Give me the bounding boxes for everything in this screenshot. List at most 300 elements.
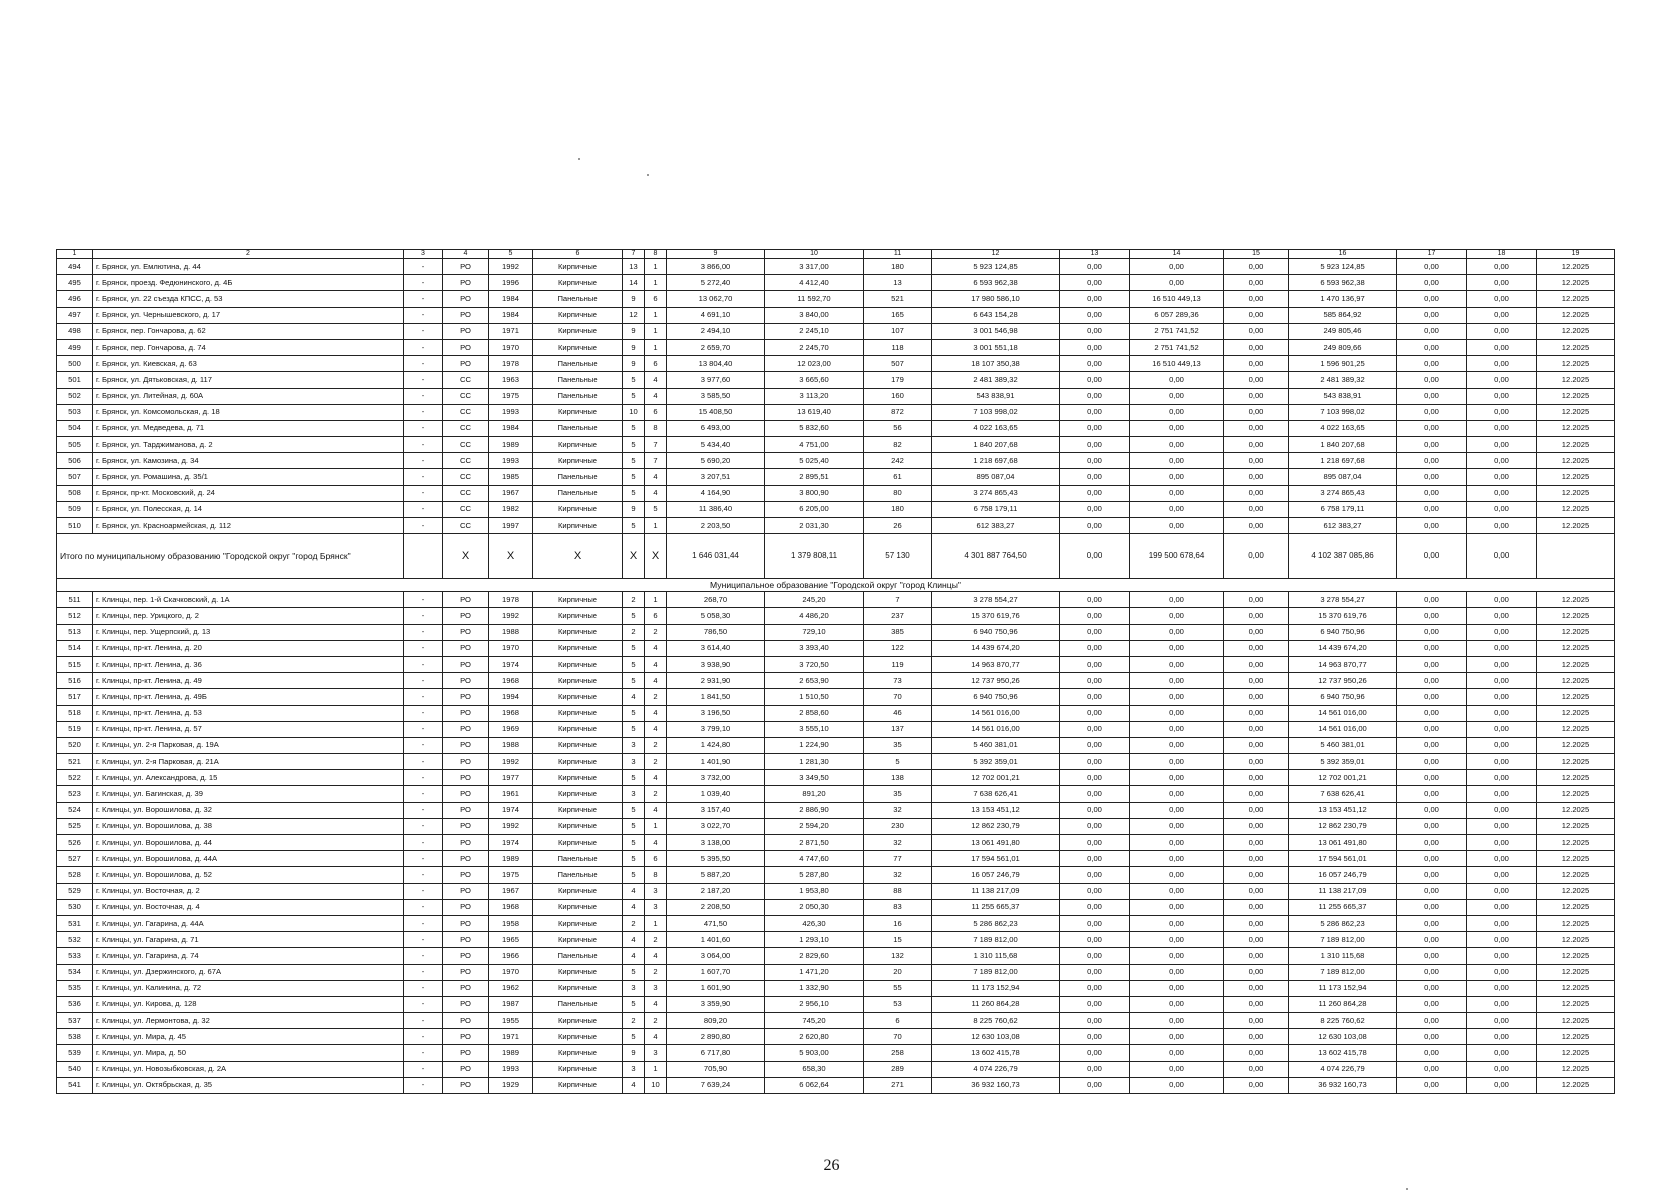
address-cell: г. Клинцы, ул. 2-я Парковая, д. 21А [93, 754, 404, 770]
table-cell: Кирпичные [533, 689, 623, 705]
table-cell: 1993 [489, 453, 533, 469]
table-cell: 0,00 [1060, 624, 1130, 640]
address-cell: г. Клинцы, ул. Восточная, д. 4 [93, 899, 404, 915]
table-cell: 5 [623, 851, 645, 867]
table-cell: 0,00 [1130, 640, 1224, 656]
table-cell: 0,00 [1397, 420, 1467, 436]
table-cell: 9 [623, 356, 645, 372]
table-cell: 3 274 865,43 [1289, 485, 1397, 501]
table-cell: 1958 [489, 915, 533, 931]
table-cell: 15 370 619,76 [932, 608, 1060, 624]
table-cell: СС [443, 420, 489, 436]
table-cell: РО [443, 786, 489, 802]
table-cell: 0,00 [1060, 656, 1130, 672]
table-cell: 138 [864, 770, 932, 786]
table-cell: 0,00 [1397, 915, 1467, 931]
scan-speck [578, 158, 580, 160]
address-cell: г. Клинцы, пр-кт. Ленина, д. 49Б [93, 689, 404, 705]
table-cell: 0,00 [1397, 867, 1467, 883]
table-cell: 14 439 674,20 [932, 640, 1060, 656]
table-cell: 12.2025 [1537, 437, 1615, 453]
table-cell: 0,00 [1224, 420, 1289, 436]
column-number: 17 [1397, 250, 1467, 259]
table-cell: 543 838,91 [932, 388, 1060, 404]
table-cell: 4 [645, 485, 667, 501]
table-cell: 3 [623, 786, 645, 802]
table-cell: 5 [623, 818, 645, 834]
address-cell: г. Клинцы, ул. Ворошилова, д. 32 [93, 802, 404, 818]
table-cell: 6 940 750,96 [932, 689, 1060, 705]
table-cell: 5 [623, 673, 645, 689]
table-cell: 3 [623, 1061, 645, 1077]
table-cell: 0,00 [1467, 770, 1537, 786]
table-cell: 0,00 [1224, 1061, 1289, 1077]
table-cell: 6 062,64 [765, 1077, 864, 1093]
table-cell: 9 [623, 323, 645, 339]
table-cell: РО [443, 996, 489, 1012]
table-cell: - [404, 420, 443, 436]
table-cell: - [404, 964, 443, 980]
table-cell: 543 838,91 [1289, 388, 1397, 404]
table-cell: 4 [623, 948, 645, 964]
table-cell: 526 [57, 835, 93, 851]
table-cell: 0,00 [1060, 737, 1130, 753]
table-cell: 0,00 [1397, 802, 1467, 818]
table-cell: СС [443, 518, 489, 534]
table-cell: 0,00 [1224, 1029, 1289, 1045]
table-cell: 745,20 [765, 1013, 864, 1029]
table-cell: 0,00 [1130, 689, 1224, 705]
table-cell: 0,00 [1397, 339, 1467, 355]
table-cell: 1962 [489, 980, 533, 996]
table-cell: 1929 [489, 1077, 533, 1093]
table-cell: 137 [864, 721, 932, 737]
table-cell: 509 [57, 501, 93, 517]
table-cell: 0,00 [1467, 673, 1537, 689]
table-cell: 0,00 [1060, 996, 1130, 1012]
address-cell: г. Брянск, ул. Комсомольская, д. 18 [93, 404, 404, 420]
table-cell: 1 218 697,68 [1289, 453, 1397, 469]
table-cell: 12.2025 [1537, 835, 1615, 851]
table-cell: 0,00 [1130, 673, 1224, 689]
table-cell: 16 510 449,13 [1130, 356, 1224, 372]
table-row [57, 948, 1615, 964]
table-cell: 12.2025 [1537, 689, 1615, 705]
table-cell: РО [443, 948, 489, 964]
table-cell: 0,00 [1224, 851, 1289, 867]
table-cell: 6 493,00 [667, 420, 765, 436]
total-cell: 0,00 [1224, 534, 1289, 579]
table-cell: 4 [645, 388, 667, 404]
table-cell: - [404, 339, 443, 355]
table-cell: 3 359,90 [667, 996, 765, 1012]
capital-repair-table [56, 249, 1615, 1094]
table-cell: 0,00 [1060, 323, 1130, 339]
table-cell: 10 [645, 1077, 667, 1093]
table-row [57, 802, 1615, 818]
table-cell: 1 596 901,25 [1289, 356, 1397, 372]
address-cell: г. Клинцы, ул. Мира, д. 45 [93, 1029, 404, 1045]
table-cell: РО [443, 721, 489, 737]
table-cell: 61 [864, 469, 932, 485]
table-cell: 3 001 551,18 [932, 339, 1060, 355]
page-number: 26 [823, 1157, 840, 1174]
table-row [57, 259, 1615, 275]
table-cell: 612 383,27 [932, 518, 1060, 534]
table-cell: Панельные [533, 948, 623, 964]
table-cell: 1994 [489, 689, 533, 705]
table-cell: Панельные [533, 851, 623, 867]
address-cell: г. Клинцы, ул. Гагарина, д. 44А [93, 915, 404, 931]
address-cell: г. Клинцы, пр-кт. Ленина, д. 20 [93, 640, 404, 656]
table-cell: 7 103 998,02 [932, 404, 1060, 420]
column-number: 1 [57, 250, 93, 259]
address-cell: г. Клинцы, пр-кт. Ленина, д. 53 [93, 705, 404, 721]
table-cell: 7 189 812,00 [932, 964, 1060, 980]
table-cell: 0,00 [1130, 932, 1224, 948]
table-cell: 17 594 561,01 [932, 851, 1060, 867]
table-cell: - [404, 770, 443, 786]
table-row [57, 453, 1615, 469]
table-cell: 0,00 [1130, 624, 1224, 640]
table-cell: 289 [864, 1061, 932, 1077]
table-cell: Кирпичные [533, 1013, 623, 1029]
table-cell: РО [443, 624, 489, 640]
table-cell: 0,00 [1224, 673, 1289, 689]
address-cell: г. Клинцы, пр-кт. Ленина, д. 49 [93, 673, 404, 689]
table-cell: 0,00 [1467, 867, 1537, 883]
table-cell: 11 255 665,37 [1289, 899, 1397, 915]
table-row [57, 996, 1615, 1012]
table-cell: 2 481 389,32 [1289, 372, 1397, 388]
section-row [57, 579, 1615, 592]
table-cell: Кирпичные [533, 518, 623, 534]
table-cell: - [404, 518, 443, 534]
table-cell: 15 370 619,76 [1289, 608, 1397, 624]
table-cell: РО [443, 640, 489, 656]
table-cell: РО [443, 323, 489, 339]
table-cell: 0,00 [1467, 275, 1537, 291]
table-cell: 12.2025 [1537, 964, 1615, 980]
table-cell: 1987 [489, 996, 533, 1012]
column-number: 14 [1130, 250, 1224, 259]
table-cell: 4 486,20 [765, 608, 864, 624]
table-cell: 12.2025 [1537, 485, 1615, 501]
table-cell: 0,00 [1060, 307, 1130, 323]
table-cell: 245,20 [765, 592, 864, 608]
address-cell: г. Брянск, ул. Чернышевского, д. 17 [93, 307, 404, 323]
table-cell: РО [443, 932, 489, 948]
table-cell: 6 [645, 851, 667, 867]
table-cell: 0,00 [1060, 356, 1130, 372]
table-cell: 0,00 [1224, 372, 1289, 388]
address-cell: г. Клинцы, ул. Кирова, д. 128 [93, 996, 404, 1012]
table-cell: 0,00 [1467, 624, 1537, 640]
address-cell: г. Клинцы, ул. Восточная, д. 2 [93, 883, 404, 899]
table-row [57, 356, 1615, 372]
table-cell: 5 690,20 [667, 453, 765, 469]
address-cell: г. Клинцы, ул. Октябрьская, д. 35 [93, 1077, 404, 1093]
table-cell: 12.2025 [1537, 656, 1615, 672]
table-cell: Кирпичные [533, 1029, 623, 1045]
address-cell: г. Брянск, ул. Полесская, д. 14 [93, 501, 404, 517]
address-cell: г. Брянск, ул. 22 съезда КПСС, д. 53 [93, 291, 404, 307]
table-cell: 0,00 [1397, 501, 1467, 517]
table-cell: 0,00 [1060, 372, 1130, 388]
table-cell: 0,00 [1467, 372, 1537, 388]
table-cell: 32 [864, 802, 932, 818]
table-cell: 6 [645, 291, 667, 307]
table-cell: 0,00 [1130, 437, 1224, 453]
table-cell: 0,00 [1397, 291, 1467, 307]
table-cell: 0,00 [1224, 786, 1289, 802]
column-number: 19 [1537, 250, 1615, 259]
table-cell: 532 [57, 932, 93, 948]
table-cell: - [404, 802, 443, 818]
table-cell: Панельные [533, 485, 623, 501]
total-cell: 199 500 678,64 [1130, 534, 1224, 579]
table-cell: 2 956,10 [765, 996, 864, 1012]
table-cell: 0,00 [1130, 705, 1224, 721]
table-cell: 0,00 [1467, 835, 1537, 851]
table-cell: 1989 [489, 851, 533, 867]
table-cell: 1 953,80 [765, 883, 864, 899]
table-row [57, 372, 1615, 388]
table-cell: 5 [623, 656, 645, 672]
table-cell: Панельные [533, 996, 623, 1012]
table-cell: 525 [57, 818, 93, 834]
table-cell: 2 203,50 [667, 518, 765, 534]
table-cell: - [404, 372, 443, 388]
table-cell: 12.2025 [1537, 915, 1615, 931]
table-cell: 12.2025 [1537, 518, 1615, 534]
table-cell: Кирпичные [533, 883, 623, 899]
table-cell: 0,00 [1397, 656, 1467, 672]
table-cell: 0,00 [1224, 964, 1289, 980]
table-cell: 0,00 [1060, 851, 1130, 867]
table-cell: 0,00 [1397, 259, 1467, 275]
table-cell: 1 039,40 [667, 786, 765, 802]
table-cell: 5 [623, 453, 645, 469]
table-cell: Панельные [533, 469, 623, 485]
table-cell: 5 923 124,85 [932, 259, 1060, 275]
table-cell: 0,00 [1060, 689, 1130, 705]
table-cell: 1969 [489, 721, 533, 737]
table-cell: - [404, 356, 443, 372]
table-cell: 249 805,46 [1289, 323, 1397, 339]
table-cell: 531 [57, 915, 93, 931]
table-cell: - [404, 1013, 443, 1029]
table-cell: 0,00 [1397, 356, 1467, 372]
table-cell: 11 386,40 [667, 501, 765, 517]
table-cell: 12.2025 [1537, 388, 1615, 404]
table-cell: 3 614,40 [667, 640, 765, 656]
table-cell: 0,00 [1467, 786, 1537, 802]
table-row [57, 437, 1615, 453]
table-cell: 12.2025 [1537, 737, 1615, 753]
table-cell: 538 [57, 1029, 93, 1045]
table-cell: 2 494,10 [667, 323, 765, 339]
table-cell: РО [443, 705, 489, 721]
table-cell: 0,00 [1224, 356, 1289, 372]
table-cell: 511 [57, 592, 93, 608]
table-cell: - [404, 689, 443, 705]
table-cell: 271 [864, 1077, 932, 1093]
address-cell: г. Клинцы, пер. Урицкого, д. 2 [93, 608, 404, 624]
table-cell: 0,00 [1397, 307, 1467, 323]
total-cell: 1 379 808,11 [765, 534, 864, 579]
table-cell: 7 [645, 453, 667, 469]
table-cell: 541 [57, 1077, 93, 1093]
table-cell: 8 225 760,62 [1289, 1013, 1397, 1029]
table-cell: 5 [623, 388, 645, 404]
table-cell: 12.2025 [1537, 673, 1615, 689]
table-cell: 0,00 [1130, 867, 1224, 883]
table-row [57, 388, 1615, 404]
table-cell: - [404, 980, 443, 996]
table-row [57, 1077, 1615, 1093]
table-cell: 3 317,00 [765, 259, 864, 275]
table-cell: 0,00 [1397, 485, 1467, 501]
table-cell: Кирпичные [533, 404, 623, 420]
table-cell: РО [443, 275, 489, 291]
table-cell: 230 [864, 818, 932, 834]
table-cell: 5 [623, 1029, 645, 1045]
total-cell: 0,00 [1397, 534, 1467, 579]
table-cell: 501 [57, 372, 93, 388]
table-cell: 0,00 [1060, 802, 1130, 818]
table-cell: 524 [57, 802, 93, 818]
table-cell: 5 [623, 420, 645, 436]
table-cell: 1975 [489, 867, 533, 883]
table-cell: 5 [623, 640, 645, 656]
table-cell: 2 751 741,52 [1130, 339, 1224, 355]
table-cell: 0,00 [1130, 770, 1224, 786]
table-cell: 11 138 217,09 [1289, 883, 1397, 899]
table-cell: 2 871,50 [765, 835, 864, 851]
address-cell: г. Клинцы, ул. Дзержинского, д. 67А [93, 964, 404, 980]
table-cell: 506 [57, 453, 93, 469]
table-cell: 55 [864, 980, 932, 996]
table-cell: 5 025,40 [765, 453, 864, 469]
table-cell: 518 [57, 705, 93, 721]
table-cell: 0,00 [1060, 867, 1130, 883]
table-cell: Панельные [533, 372, 623, 388]
table-cell: 11 592,70 [765, 291, 864, 307]
table-cell: 2 659,70 [667, 339, 765, 355]
table-cell: 0,00 [1397, 624, 1467, 640]
column-number: 18 [1467, 250, 1537, 259]
table-cell: 0,00 [1060, 469, 1130, 485]
table-cell: 0,00 [1224, 980, 1289, 996]
total-cell: 57 130 [864, 534, 932, 579]
table-cell: 0,00 [1130, 608, 1224, 624]
table-cell: 0,00 [1467, 932, 1537, 948]
table-cell: 510 [57, 518, 93, 534]
table-cell: 13 061 491,80 [1289, 835, 1397, 851]
table-cell: 1 401,60 [667, 932, 765, 948]
total-cell: X [645, 534, 667, 579]
table-cell: 35 [864, 786, 932, 802]
address-cell: г. Клинцы, пер. Ущерпский, д. 13 [93, 624, 404, 640]
table-cell: 1988 [489, 737, 533, 753]
table-cell: Кирпичные [533, 899, 623, 915]
table-cell: Кирпичные [533, 275, 623, 291]
table-cell: 0,00 [1224, 721, 1289, 737]
table-cell: 497 [57, 307, 93, 323]
column-number: 4 [443, 250, 489, 259]
table-cell: Кирпичные [533, 323, 623, 339]
table-cell: 0,00 [1397, 689, 1467, 705]
column-number: 11 [864, 250, 932, 259]
table-cell: 0,00 [1130, 404, 1224, 420]
table-cell: 0,00 [1397, 851, 1467, 867]
table-cell: 0,00 [1467, 323, 1537, 339]
table-row [57, 323, 1615, 339]
table-cell: Панельные [533, 867, 623, 883]
table-cell: 11 173 152,94 [1289, 980, 1397, 996]
table-cell: 3 585,50 [667, 388, 765, 404]
table-cell: 0,00 [1130, 802, 1224, 818]
address-cell: г. Брянск, пер. Гончарова, д. 74 [93, 339, 404, 355]
table-cell: 0,00 [1397, 437, 1467, 453]
table-cell: РО [443, 1029, 489, 1045]
total-row [57, 534, 1615, 579]
table-cell: 537 [57, 1013, 93, 1029]
table-cell: 496 [57, 291, 93, 307]
table-cell: 8 [645, 420, 667, 436]
table-cell: 7 [645, 437, 667, 453]
table-cell: 12.2025 [1537, 721, 1615, 737]
table-cell: 15 408,50 [667, 404, 765, 420]
table-cell: 0,00 [1467, 689, 1537, 705]
table-cell: 2 931,90 [667, 673, 765, 689]
table-row [57, 883, 1615, 899]
table-row [57, 1013, 1615, 1029]
table-cell: 0,00 [1397, 1045, 1467, 1061]
table-cell: 1992 [489, 608, 533, 624]
table-cell: 6 593 962,38 [1289, 275, 1397, 291]
table-cell: 0,00 [1467, 356, 1537, 372]
table-cell: 0,00 [1060, 673, 1130, 689]
table-cell: 5 [623, 770, 645, 786]
table-cell: - [404, 404, 443, 420]
table-cell: 1992 [489, 754, 533, 770]
table-cell: 5 [623, 608, 645, 624]
table-cell: Кирпичные [533, 705, 623, 721]
table-cell: 7 638 626,41 [932, 786, 1060, 802]
table-cell: 508 [57, 485, 93, 501]
table-cell: 0,00 [1130, 980, 1224, 996]
table-cell: 12.2025 [1537, 453, 1615, 469]
table-cell: 12.2025 [1537, 624, 1615, 640]
table-cell: 522 [57, 770, 93, 786]
table-cell: 26 [864, 518, 932, 534]
table-cell: 0,00 [1130, 1061, 1224, 1077]
address-cell: г. Клинцы, ул. Новозыбковская, д. 2А [93, 1061, 404, 1077]
table-cell: 11 260 864,28 [932, 996, 1060, 1012]
table-row [57, 307, 1615, 323]
table-cell: 0,00 [1224, 404, 1289, 420]
table-cell: 520 [57, 737, 93, 753]
table-cell: 0,00 [1060, 404, 1130, 420]
table-cell: Кирпичные [533, 640, 623, 656]
table-cell: 4 [645, 802, 667, 818]
table-cell: 0,00 [1224, 291, 1289, 307]
table-cell: 4 [645, 770, 667, 786]
table-cell: 4 [623, 883, 645, 899]
table-cell: 12.2025 [1537, 356, 1615, 372]
